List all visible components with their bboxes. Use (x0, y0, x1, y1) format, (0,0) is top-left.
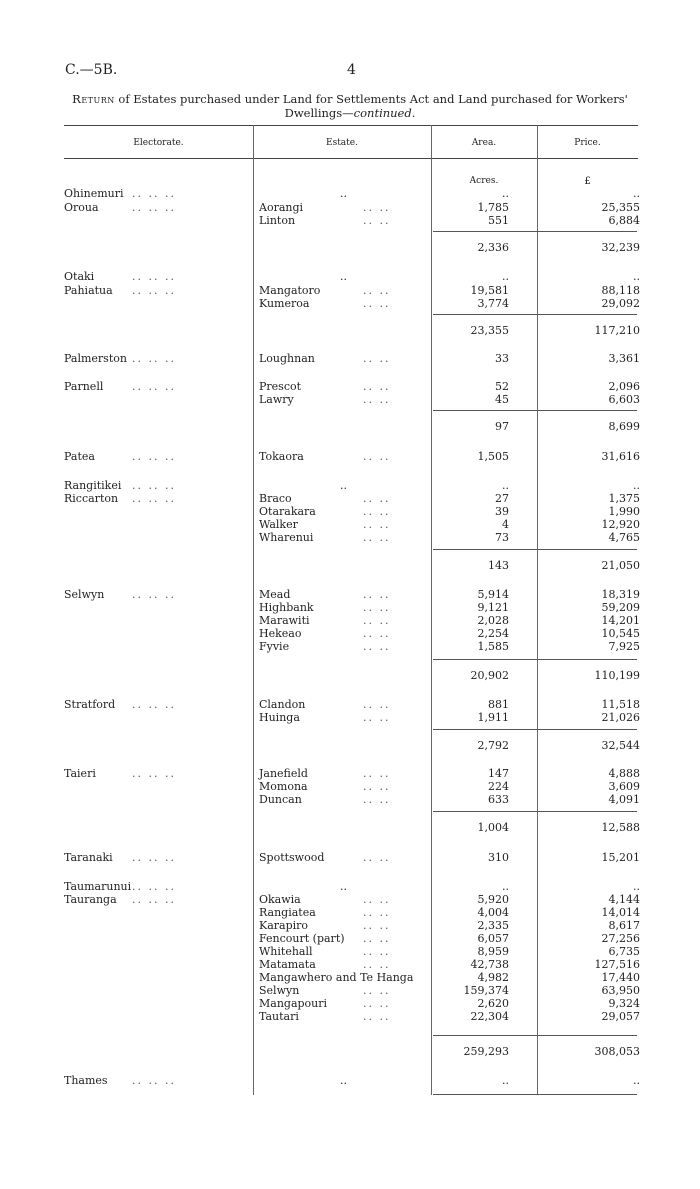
title-line2: Dwellings— (284, 106, 354, 120)
price-value: 63,950 (601, 984, 640, 997)
estate-name: .. (340, 270, 347, 283)
leader-dots: .. .. (363, 505, 391, 518)
electorate-name: Taranaki (64, 851, 113, 864)
estate-name: Lawry (259, 393, 294, 406)
price-value: 12,920 (601, 518, 640, 531)
price-value: 27,256 (601, 932, 640, 945)
price-value: 29,057 (601, 1010, 640, 1023)
page-number: 4 (347, 62, 356, 78)
price-value: 29,092 (601, 297, 640, 310)
leader-dots: .. .. .. (132, 284, 176, 297)
leader-dots: .. .. (363, 767, 391, 780)
title-lead: Return (72, 92, 115, 106)
electorate-name: Patea (64, 450, 95, 463)
area-value: 551 (488, 214, 509, 227)
estate-name: Walker (259, 518, 298, 531)
leader-dots: .. .. (363, 214, 391, 227)
area-value: 52 (495, 380, 509, 393)
subtotal-area: 97 (495, 420, 509, 433)
estate-name: .. (340, 479, 347, 492)
price-value: .. (633, 187, 640, 200)
subtotal-rule (433, 549, 637, 550)
subtotal-price: 21,050 (601, 559, 640, 572)
price-value: 18,319 (601, 588, 640, 601)
area-value: 1,911 (477, 711, 509, 724)
price-value: 31,616 (601, 450, 640, 463)
estate-name: Mangatoro (259, 284, 321, 297)
estate-name: Spottswood (259, 851, 325, 864)
leader-dots: .. .. (363, 932, 391, 945)
col-header-estate: Estate. (326, 138, 358, 148)
price-value: 6,884 (608, 214, 640, 227)
price-value: 7,925 (608, 640, 640, 653)
price-value: .. (633, 270, 640, 283)
area-value: 3,774 (477, 297, 509, 310)
area-value: 881 (488, 698, 509, 711)
leader-dots: .. .. (363, 640, 391, 653)
electorate-name: Otaki (64, 270, 95, 283)
area-value: 42,738 (470, 958, 509, 971)
estate-name: Wharenui (259, 531, 314, 544)
area-value: 2,028 (477, 614, 509, 627)
leader-dots: .. .. .. (132, 450, 176, 463)
leader-dots: .. .. .. (132, 270, 176, 283)
estate-name: Linton (259, 214, 296, 227)
estate-name: Duncan (259, 793, 302, 806)
electorate-name: Tauranga (64, 893, 117, 906)
subtotal-price: 12,588 (601, 821, 640, 834)
leader-dots: .. .. .. (132, 698, 176, 711)
price-value: 6,735 (608, 945, 640, 958)
estate-name: Kumeroa (259, 297, 310, 310)
price-value: 127,516 (594, 958, 640, 971)
estate-name: Tautari (259, 1010, 299, 1023)
area-value: 224 (488, 780, 509, 793)
leader-dots: .. .. (363, 380, 391, 393)
price-value: 3,361 (608, 352, 640, 365)
estate-name: Okawia (259, 893, 301, 906)
subtotal-price: 117,210 (594, 324, 640, 337)
subtotal-area: 143 (488, 559, 509, 572)
subtotal-rule (433, 729, 637, 730)
document-reference: C.—5B. (65, 62, 118, 78)
estate-name: Mangawhero and Te Hanga (259, 971, 414, 984)
leader-dots: .. .. (363, 201, 391, 214)
table-title (60, 92, 640, 120)
area-value: 1,585 (477, 640, 509, 653)
leader-dots: .. .. (363, 793, 391, 806)
leader-dots: .. .. (363, 284, 391, 297)
price-value: 4,765 (608, 531, 640, 544)
subtotal-price: 32,544 (601, 739, 640, 752)
area-value: .. (502, 270, 509, 283)
price-value: 3,609 (608, 780, 640, 793)
price-value: 4,144 (608, 893, 640, 906)
leader-dots: .. .. (363, 393, 391, 406)
leader-dots: .. .. (363, 851, 391, 864)
estate-name: Momona (259, 780, 308, 793)
area-value: 19,581 (470, 284, 509, 297)
leader-dots: .. .. (363, 780, 391, 793)
electorate-name: Oroua (64, 201, 99, 214)
electorate-name: Pahiatua (64, 284, 113, 297)
leader-dots: .. .. (363, 893, 391, 906)
leader-dots: .. .. (363, 588, 391, 601)
leader-dots: .. .. (363, 698, 391, 711)
leader-dots: .. .. .. (132, 767, 176, 780)
estate-name: Karapiro (259, 919, 309, 932)
leader-dots: .. .. .. (132, 1074, 176, 1087)
leader-dots: .. .. (363, 997, 391, 1010)
col-divider-1 (253, 125, 254, 1095)
estate-name: Whitehall (259, 945, 313, 958)
leader-dots: .. .. (363, 492, 391, 505)
price-value: 10,545 (601, 627, 640, 640)
leader-dots: .. .. (363, 1010, 391, 1023)
estate-name: Braco (259, 492, 292, 505)
area-value: 22,304 (470, 1010, 509, 1023)
leader-dots: .. .. .. (132, 851, 176, 864)
electorate-name: Selwyn (64, 588, 105, 601)
leader-dots: .. .. (363, 711, 391, 724)
area-value: 4,004 (477, 906, 509, 919)
leader-dots: .. .. (363, 614, 391, 627)
electorate-name: Rangitikei (64, 479, 122, 492)
table-bottom-rule (433, 1094, 637, 1095)
price-value: 8,617 (608, 919, 640, 932)
estate-name: Rangiatea (259, 906, 316, 919)
leader-dots: .. .. .. (132, 893, 176, 906)
price-value: 14,014 (601, 906, 640, 919)
area-value: 147 (488, 767, 509, 780)
estate-name: Aorangi (259, 201, 304, 214)
subtotal-rule (433, 659, 637, 660)
area-value: .. (502, 880, 509, 893)
area-value: 5,914 (477, 588, 509, 601)
electorate-name: Taieri (64, 767, 96, 780)
estate-name: Mead (259, 588, 291, 601)
unit-price: £ (584, 176, 591, 187)
leader-dots: .. .. .. (132, 479, 176, 492)
subtotal-rule (433, 231, 637, 232)
area-value: 27 (495, 492, 509, 505)
subtotal-area: 23,355 (470, 324, 509, 337)
estate-name: Hekeao (259, 627, 302, 640)
leader-dots: .. .. (363, 531, 391, 544)
leader-dots: .. .. (363, 919, 391, 932)
electorate-name: Stratford (64, 698, 116, 711)
area-value: 5,920 (477, 893, 509, 906)
price-value: 15,201 (601, 851, 640, 864)
area-value: 4 (502, 518, 509, 531)
estate-name: Prescot (259, 380, 302, 393)
electorate-name: Thames (64, 1074, 108, 1087)
leader-dots: .. .. .. (132, 352, 176, 365)
subtotal-rule (433, 1035, 637, 1036)
subtotal-rule (433, 314, 637, 315)
estate-name: Matamata (259, 958, 316, 971)
subtotal-area: 20,902 (470, 669, 509, 682)
subtotal-price: 308,053 (594, 1045, 640, 1058)
estate-name: .. (340, 187, 347, 200)
electorate-name: Palmerston (64, 352, 127, 365)
header-bottom-rule (64, 158, 638, 159)
area-value: .. (502, 479, 509, 492)
subtotal-area: 1,004 (477, 821, 509, 834)
leader-dots: .. .. (363, 984, 391, 997)
area-value: 33 (495, 352, 509, 365)
price-value: .. (633, 880, 640, 893)
col-header-area: Area. (471, 138, 497, 148)
price-value: 88,118 (601, 284, 640, 297)
area-value: 4,982 (477, 971, 509, 984)
area-value: 633 (488, 793, 509, 806)
estate-name: Tokaora (259, 450, 304, 463)
subtotal-area: 2,792 (477, 739, 509, 752)
leader-dots: .. .. .. (132, 187, 176, 200)
subtotal-area: 259,293 (463, 1045, 509, 1058)
leader-dots: .. .. (363, 518, 391, 531)
area-value: 45 (495, 393, 509, 406)
leader-dots: .. .. .. (132, 492, 176, 505)
header-top-rule (64, 125, 638, 126)
area-value: 8,959 (477, 945, 509, 958)
leader-dots: .. .. .. (132, 201, 176, 214)
leader-dots: .. .. (363, 352, 391, 365)
estate-name: Fyvie (259, 640, 290, 653)
estate-name: Loughnan (259, 352, 315, 365)
price-value: .. (633, 1074, 640, 1087)
estate-name: Janefield (259, 767, 308, 780)
leader-dots: .. .. (363, 906, 391, 919)
estate-name: Otarakara (259, 505, 316, 518)
price-value: 25,355 (601, 201, 640, 214)
estate-name: Selwyn (259, 984, 300, 997)
estate-name: Marawiti (259, 614, 310, 627)
leader-dots: .. .. (363, 945, 391, 958)
price-value: 4,888 (608, 767, 640, 780)
leader-dots: .. .. (363, 450, 391, 463)
estate-name: Highbank (259, 601, 314, 614)
area-value: 6,057 (477, 932, 509, 945)
area-value: 73 (495, 531, 509, 544)
electorate-name: Riccarton (64, 492, 119, 505)
col-header-electorate: Electorate. (133, 138, 184, 148)
price-value: 11,518 (601, 698, 640, 711)
area-value: 9,121 (477, 601, 509, 614)
estate-name: Clandon (259, 698, 306, 711)
price-value: 17,440 (601, 971, 640, 984)
leader-dots: .. .. (363, 601, 391, 614)
electorate-name: Ohinemuri (64, 187, 124, 200)
subtotal-price: 110,199 (594, 669, 640, 682)
subtotal-price: 32,239 (601, 241, 640, 254)
area-value: 2,620 (477, 997, 509, 1010)
area-value: .. (502, 1074, 509, 1087)
area-value: 2,254 (477, 627, 509, 640)
title-line1: of Estates purchased under Land for Settlements Act and Land purchased for Workers' (118, 92, 628, 106)
col-header-price: Price. (574, 138, 601, 148)
leader-dots: .. .. (363, 958, 391, 971)
area-value: 2,335 (477, 919, 509, 932)
price-value: 59,209 (601, 601, 640, 614)
price-value: .. (633, 479, 640, 492)
electorate-name: Parnell (64, 380, 104, 393)
unit-area: Acres. (469, 176, 499, 186)
area-value: 159,374 (463, 984, 509, 997)
title-continued: continued. (353, 106, 416, 120)
price-value: 4,091 (608, 793, 640, 806)
subtotal-rule (433, 811, 637, 812)
electorate-name: Taumarunui (64, 880, 132, 893)
leader-dots: .. .. .. (132, 380, 176, 393)
leader-dots: .. .. (363, 297, 391, 310)
estate-name: Huinga (259, 711, 300, 724)
price-value: 1,375 (608, 492, 640, 505)
estate-name: .. (340, 1074, 347, 1087)
price-value: 21,026 (601, 711, 640, 724)
area-value: 310 (488, 851, 509, 864)
subtotal-rule (433, 410, 637, 411)
area-value: 39 (495, 505, 509, 518)
subtotal-price: 8,699 (608, 420, 640, 433)
price-value: 2,096 (608, 380, 640, 393)
area-value: .. (502, 187, 509, 200)
area-value: 1,505 (477, 450, 509, 463)
area-value: 1,785 (477, 201, 509, 214)
estate-name: .. (340, 880, 347, 893)
estate-name: Mangapouri (259, 997, 328, 1010)
estate-name: Fencourt (part) (259, 932, 345, 945)
leader-dots: .. .. .. (132, 588, 176, 601)
price-value: 14,201 (601, 614, 640, 627)
price-value: 9,324 (608, 997, 640, 1010)
leader-dots: .. .. (363, 627, 391, 640)
subtotal-area: 2,336 (477, 241, 509, 254)
price-value: 6,603 (608, 393, 640, 406)
leader-dots: .. .. .. (132, 880, 176, 893)
price-value: 1,990 (608, 505, 640, 518)
